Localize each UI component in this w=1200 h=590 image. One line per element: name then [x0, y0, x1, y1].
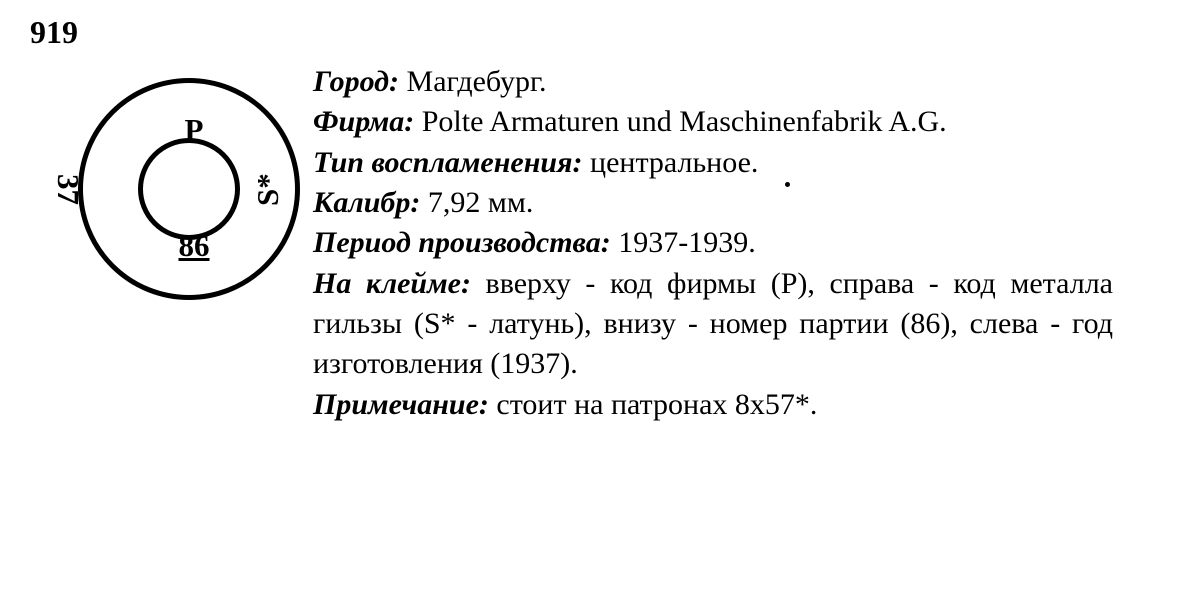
field-label: На клейме: — [313, 266, 471, 300]
field-label: Период производства: — [313, 226, 611, 260]
field-value: вверху - код фирмы (P), справа - код металла гильзы (S* - латунь), внизу - номер партии (86), слева - год изготовления (1937). — [313, 266, 1113, 381]
record-field — [313, 62, 1113, 102]
record-field — [313, 143, 1113, 183]
record-text-block — [313, 62, 1113, 425]
field-value: Polte Armaturen und Maschinenfabrik A.G. — [414, 105, 947, 139]
field-label: Калибр: — [313, 186, 421, 220]
record-field — [313, 264, 1113, 385]
ink-speck — [785, 182, 790, 187]
record-field — [313, 385, 1113, 425]
field-value: стоит на патронах 8x57*. — [488, 387, 818, 421]
record-field — [313, 183, 1113, 223]
field-label: Тип воспламенения: — [313, 145, 583, 179]
entry-number: 919 — [30, 14, 78, 50]
headstamp-mark-top: P — [184, 112, 204, 147]
field-label: Город: — [313, 65, 400, 98]
headstamp-diagram — [51, 78, 310, 310]
field-label: Примечание: — [313, 387, 489, 421]
field-value: 7,92 мм. — [420, 186, 534, 220]
record-field — [313, 102, 1113, 142]
field-value: Магдебург. — [399, 65, 547, 98]
record-field — [313, 223, 1113, 263]
field-value: центральное. — [582, 145, 759, 179]
field-label: Фирма: — [313, 105, 415, 139]
headstamp-mark-right: S* — [250, 173, 285, 206]
headstamp-inner-circle — [138, 138, 240, 240]
headstamp-mark-left: 37 — [51, 174, 86, 205]
headstamp-mark-bottom: 86 — [178, 228, 210, 263]
field-value: 1937-1939. — [610, 226, 756, 260]
